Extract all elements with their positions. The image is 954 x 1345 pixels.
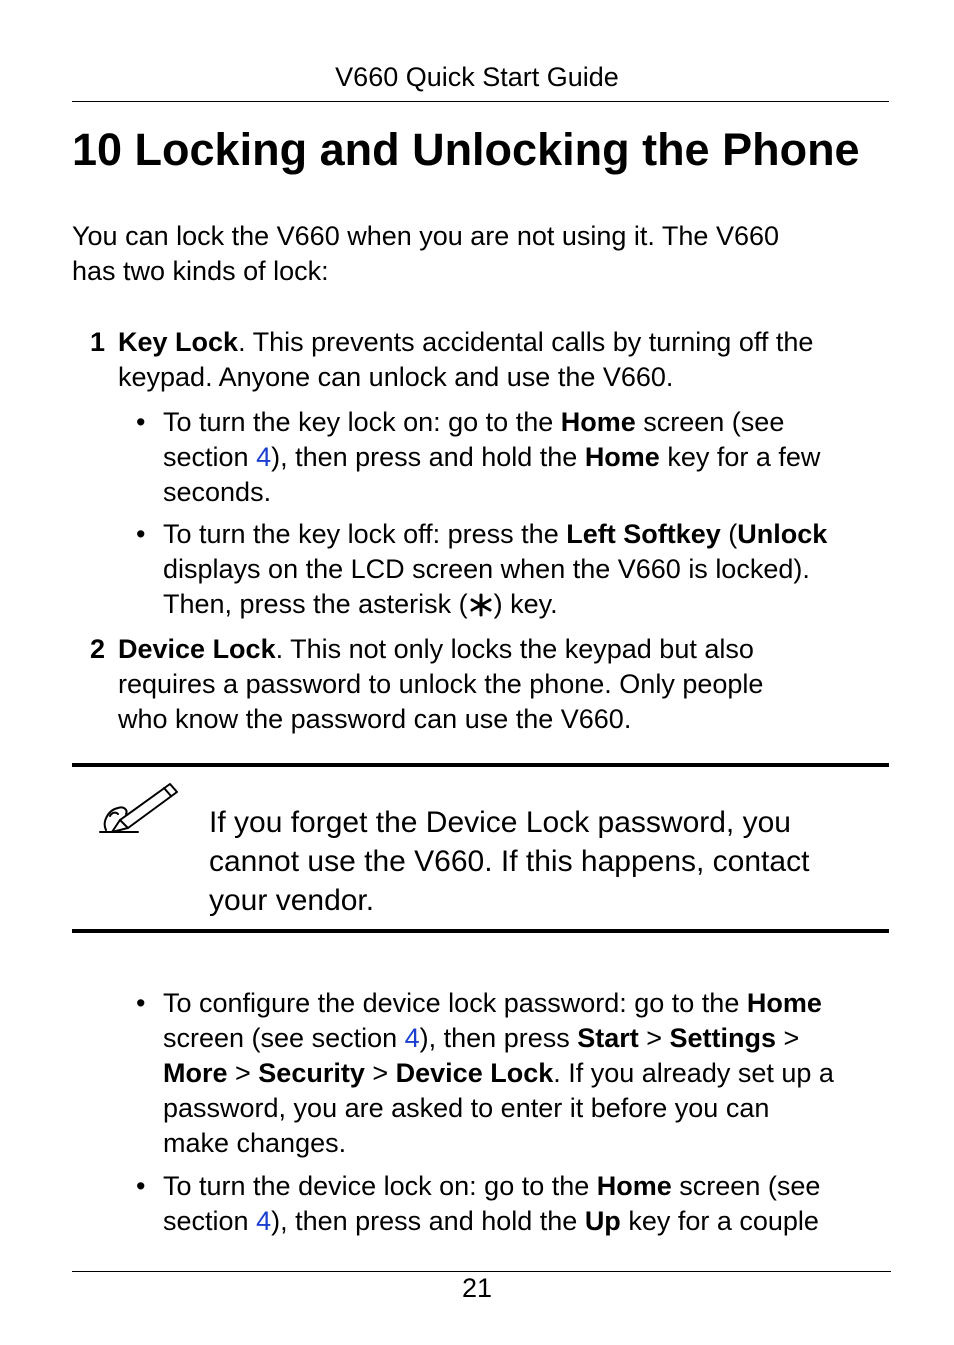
bullet-mark: • xyxy=(136,1171,146,1201)
asterisk-key-icon xyxy=(468,592,494,618)
section-title: 10 Locking and Unlocking the Phone xyxy=(72,124,860,175)
list-number-2: 2 xyxy=(90,634,106,664)
section-link[interactable]: 4 xyxy=(256,442,272,472)
list-item-device-lock: Device Lock. This not only locks the keypad but also requires a password to unlock the phone. Only people who know the password can use the V660. xyxy=(118,634,764,734)
bullet-mark: • xyxy=(136,407,146,437)
section-link[interactable]: 4 xyxy=(404,1023,420,1053)
pencil-note-icon xyxy=(98,780,180,836)
intro-paragraph xyxy=(72,219,779,289)
intro-line-1: You can lock the V660 when you are not using it. The V660 xyxy=(72,221,779,251)
page-number: 21 xyxy=(461,1273,493,1303)
intro-line-2: has two kinds of lock: xyxy=(72,256,329,286)
bullet-key-lock-off: To turn the key lock off: press the Left Softkey (Unlock displays on the LCD screen when the V660 is locked). Then, press the asterisk ( ) key. xyxy=(163,519,828,619)
note-bottom-rule xyxy=(72,929,889,933)
footer-rule xyxy=(72,1271,891,1272)
list-number-1: 1 xyxy=(90,327,106,357)
bullet-key-lock-on: To turn the key lock on: go to the Home screen (see section 4), then press and hold the Home key for a few seconds. xyxy=(163,407,821,507)
bullet-configure-password: To configure the device lock password: go to the Home screen (see section 4), then press Start > Settings > More > Security > Device Lock. If you already set up a password, you are asked to enter it before you can make changes. xyxy=(163,988,834,1158)
bullet-device-lock-on: To turn the device lock on: go to the Home screen (see section 4), then press and hold the Up key for a couple xyxy=(163,1171,821,1236)
term-device-lock: Device Lock xyxy=(118,634,276,664)
running-header: V660 Quick Start Guide xyxy=(335,62,619,92)
note-text: If you forget the Device Lock password, you cannot use the V660. If this happens, contact your vendor. xyxy=(209,806,810,917)
note-top-rule xyxy=(72,763,889,767)
header-rule xyxy=(72,101,889,102)
section-link[interactable]: 4 xyxy=(256,1206,272,1236)
bullet-mark: • xyxy=(136,519,146,549)
term-key-lock: Key Lock xyxy=(118,327,239,357)
bullet-mark: • xyxy=(136,988,146,1018)
list-item-key-lock: Key Lock. This prevents accidental calls by turning off the keypad. Anyone can unlock and use the V660. xyxy=(118,327,814,392)
